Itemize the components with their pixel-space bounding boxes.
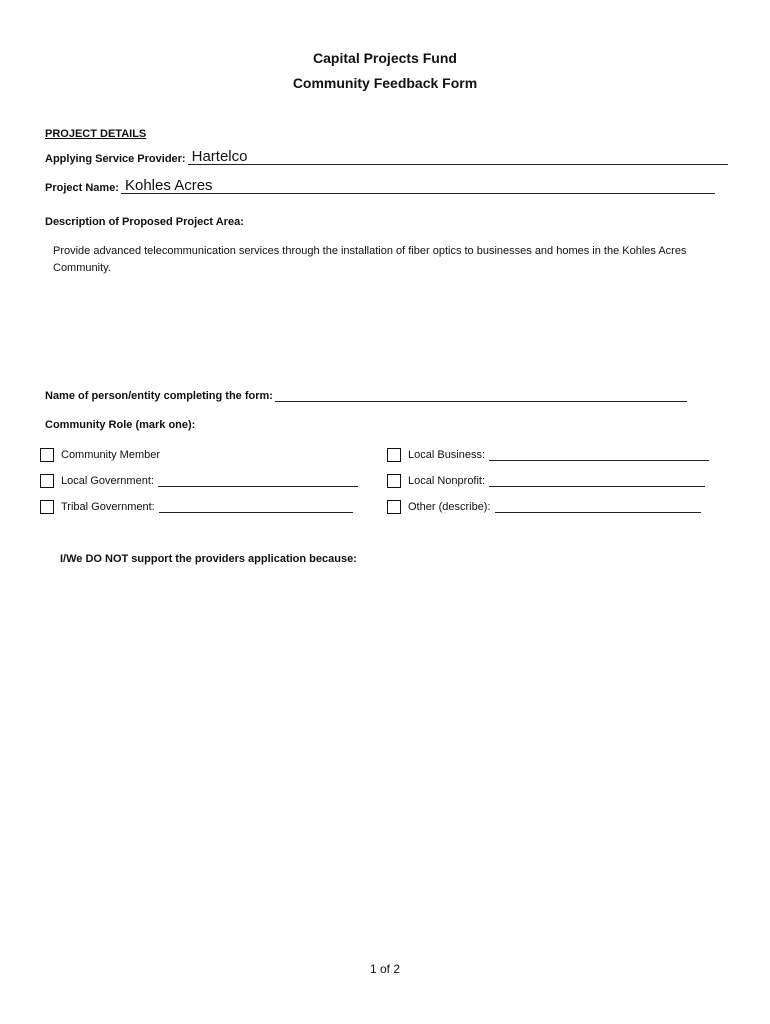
provider-label: Applying Service Provider: <box>45 153 186 165</box>
section-title-project-details: PROJECT DETAILS <box>45 128 147 140</box>
role-option-local-government[interactable] <box>40 474 358 488</box>
role-option-label: Other (describe): <box>408 501 491 513</box>
respondent-name-field[interactable] <box>275 389 687 402</box>
role-option-label: Community Member <box>61 449 161 461</box>
description-label: Description of Proposed Project Area: <box>45 216 244 228</box>
page-indicator: 1 of 2 <box>369 962 401 976</box>
role-option-other[interactable] <box>387 500 701 514</box>
local-business-field[interactable] <box>489 450 709 461</box>
project-name-field[interactable] <box>121 179 715 194</box>
role-option-label: Local Business: <box>408 449 486 461</box>
checkbox[interactable] <box>40 500 54 514</box>
role-option-label: Local Nonprofit: <box>408 475 486 487</box>
checkbox[interactable] <box>387 474 401 488</box>
tribal-government-field[interactable] <box>159 502 353 513</box>
provider-field[interactable] <box>188 150 728 165</box>
role-option-label: Local Government: <box>61 475 154 487</box>
checkbox[interactable] <box>40 474 54 488</box>
role-option-label: Tribal Government: <box>61 501 155 513</box>
other-describe-field[interactable] <box>495 502 701 513</box>
form-subtitle: Community Feedback Form <box>292 75 478 91</box>
provider-value: Hartelco <box>191 148 248 165</box>
role-option-community-member[interactable] <box>40 448 160 462</box>
checkbox[interactable] <box>40 448 54 462</box>
local-nonprofit-field[interactable] <box>489 476 705 487</box>
provider-row <box>45 150 728 165</box>
role-option-local-nonprofit[interactable] <box>387 474 705 488</box>
respondent-name-label: Name of person/entity completing the form: <box>45 390 273 402</box>
project-name-row <box>45 179 715 194</box>
project-name-value: Kohles Acres <box>124 177 213 194</box>
role-option-tribal-government[interactable] <box>40 500 353 514</box>
checkbox[interactable] <box>387 500 401 514</box>
checkbox[interactable] <box>387 448 401 462</box>
form-title: Capital Projects Fund <box>313 50 457 66</box>
respondent-name-row <box>45 389 687 402</box>
role-option-local-business[interactable] <box>387 448 709 462</box>
not-support-label: I/We DO NOT support the providers application because: <box>60 553 357 565</box>
local-government-field[interactable] <box>158 476 358 487</box>
community-role-label: Community Role (mark one): <box>45 419 196 431</box>
project-name-label: Project Name: <box>45 182 119 194</box>
description-field[interactable]: Provide advanced telecommunication services through the installation of fiber optics to businesses and homes in the Kohles Acres Community. <box>53 245 687 274</box>
